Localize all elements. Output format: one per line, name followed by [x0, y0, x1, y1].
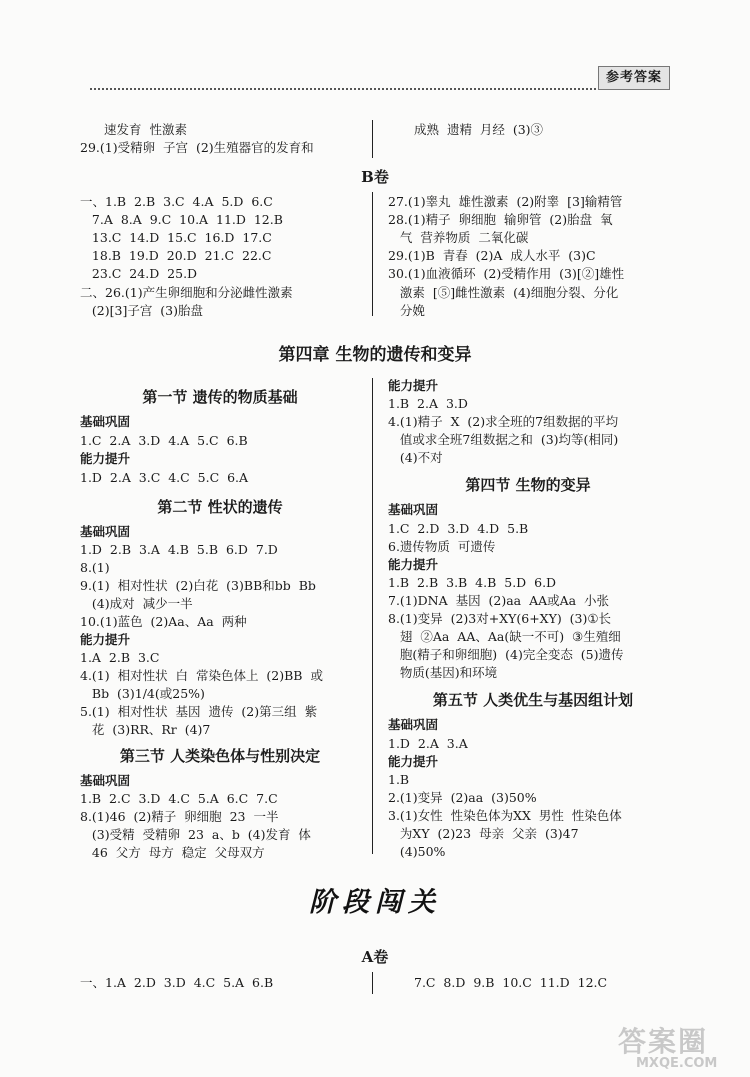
answer-line: 物质(基因)和环境: [388, 665, 498, 680]
chapter-title: 第四章 生物的遗传和变异: [278, 345, 472, 365]
answer-line: 1.D 2.B 3.A 4.B 5.B 6.D 7.D: [80, 542, 278, 557]
answer-line: (4)不对: [388, 450, 443, 465]
answer-line: (3)受精 受精卵 23 a、b (4)发育 体: [80, 827, 311, 842]
answer-line: 速发育 性激素: [104, 122, 187, 137]
subheading-basic: 基础巩固: [80, 524, 131, 539]
answer-line: 1.C 2.D 3.D 4.D 5.B: [388, 521, 529, 536]
answer-line: 6.遗传物质 可遗传: [388, 539, 496, 554]
answer-line: 2.(1)变异 (2)aa (3)50%: [388, 790, 537, 805]
answer-line: 9.(1) 相对性状 (2)白花 (3)BB和bb Bb: [80, 578, 316, 593]
answer-line: 7.C 8.D 9.B 10.C 11.D 12.C: [414, 975, 608, 990]
answer-line: 1.D 2.A 3.A: [388, 736, 468, 751]
answer-line: 23.C 24.D 25.D: [80, 266, 198, 281]
answer-line: 1.D 2.A 3.C 4.C 5.C 6.A: [80, 470, 249, 485]
answer-line: 翅 ②Aa AA、Aa(缺一不可) ③生殖细: [388, 629, 621, 644]
column-divider-a: [372, 972, 373, 994]
answer-line: 4.(1)精子 X (2)求全班的7组数据的平均: [388, 414, 619, 429]
answer-line: 成熟 遗精 月经 (3)③: [414, 122, 544, 137]
answer-line: 激素 [⑤]雌性激素 (4)细胞分裂、分化: [388, 285, 619, 300]
answer-line: Bb (3)1/4(或25%): [80, 686, 205, 701]
answer-line: 3.(1)女性 性染色体为XX 男性 性染色体: [388, 808, 622, 823]
answer-line: 18.B 19.D 20.D 21.C 22.C: [80, 248, 272, 263]
section-title: 第五节 人类优生与基因组计划: [432, 691, 634, 709]
answer-line: 为XY (2)23 母亲 父亲 (3)47: [388, 826, 579, 841]
answer-line: 1.A 2.B 3.C: [80, 650, 160, 665]
answer-line: 13.C 14.D 15.C 16.D 17.C: [80, 230, 272, 245]
a-juan-title: A卷: [361, 948, 389, 966]
answer-line: (4)成对 减少一半: [80, 596, 193, 611]
subheading-advanced: 能力提升: [388, 378, 439, 393]
answer-line: 7.(1)DNA 基因 (2)aa AA或Aa 小张: [388, 593, 610, 608]
watermark-url: MXQE.COM: [636, 1056, 718, 1071]
answer-line: 4.(1) 相对性状 白 常染色体上 (2)BB 或: [80, 668, 323, 683]
answer-line: 8.(1)变异 (2)3对+XY(6+XY) (3)①长: [388, 611, 612, 626]
answer-line: 8.(1): [80, 560, 110, 575]
section-title: 第四节 生物的变异: [465, 476, 591, 494]
answer-line: 29.(1)B 青春 (2)A 成人水平 (3)C: [388, 248, 596, 263]
answer-line: 二、26.(1)产生卵细胞和分泌雌性激素: [80, 285, 293, 300]
answer-line: (2)[3]子宫 (3)胎盘: [80, 303, 203, 318]
subheading-advanced: 能力提升: [388, 557, 439, 572]
stage-title: 阶段闯关: [309, 887, 441, 918]
watermark-logo: [618, 1020, 744, 1070]
subheading-basic: 基础巩固: [80, 414, 131, 429]
answer-line: 29.(1)受精卵 子宫 (2)生殖器官的发育和: [80, 140, 314, 155]
header-rule: [90, 88, 668, 90]
answer-line: 1.C 2.A 3.D 4.A 5.C 6.B: [80, 433, 248, 448]
answer-line: 值或求全班7组数据之和 (3)均等(相同): [388, 432, 619, 447]
answer-line: 胞(精子和卵细胞) (4)完全变态 (5)遗传: [388, 647, 624, 662]
answer-line: 1.B: [388, 772, 410, 787]
column-divider-top: [372, 120, 373, 158]
answer-line: 10.(1)蓝色 (2)Aa、Aa 两种: [80, 614, 247, 629]
answer-line: 气 营养物质 二氧化碳: [388, 230, 529, 245]
answer-line: 5.(1) 相对性状 基因 遗传 (2)第三组 紫: [80, 704, 318, 719]
answer-line: 8.(1)46 (2)精子 卵细胞 23 一半: [80, 809, 279, 824]
subheading-basic: 基础巩固: [388, 502, 439, 517]
answer-line: 一、1.B 2.B 3.C 4.A 5.D 6.C: [80, 194, 273, 209]
answer-line: 花 (3)RR、Rr (4)7: [80, 722, 211, 737]
subheading-advanced: 能力提升: [388, 754, 439, 769]
answer-line: 28.(1)精子 卵细胞 输卵管 (2)胎盘 氧: [388, 212, 613, 227]
answer-line: (4)50%: [388, 844, 446, 859]
subheading-basic: 基础巩固: [388, 717, 439, 732]
answer-line: 1.B 2.C 3.D 4.C 5.A 6.C 7.C: [80, 791, 278, 806]
section-title: 第二节 性状的遗传: [157, 498, 283, 516]
section-title: 第三节 人类染色体与性别决定: [119, 747, 321, 765]
answer-line: 1.B 2.A 3.D: [388, 396, 468, 411]
subheading-advanced: 能力提升: [80, 451, 131, 466]
watermark-text: 答案圈: [618, 1025, 709, 1058]
answer-line: 分娩: [388, 303, 425, 318]
subheading-advanced: 能力提升: [80, 632, 131, 647]
column-divider-b: [372, 192, 373, 316]
answer-line: 1.B 2.B 3.B 4.B 5.D 6.D: [388, 575, 557, 590]
subheading-basic: 基础巩固: [80, 773, 131, 788]
answer-line: 27.(1)睾丸 雄性激素 (2)附睾 [3]输精管: [388, 194, 623, 209]
section-title: 第一节 遗传的物质基础: [142, 388, 298, 406]
header-label: 参考答案: [598, 66, 670, 90]
answer-line: 46 父方 母方 稳定 父母双方: [80, 845, 265, 860]
b-juan-title: B卷: [361, 168, 389, 186]
answer-line: 30.(1)血液循环 (2)受精作用 (3)[②]雄性: [388, 266, 625, 281]
column-divider-main: [372, 378, 373, 854]
answer-line: 7.A 8.A 9.C 10.A 11.D 12.B: [80, 212, 283, 227]
answer-line: 一、1.A 2.D 3.D 4.C 5.A 6.B: [80, 975, 274, 990]
